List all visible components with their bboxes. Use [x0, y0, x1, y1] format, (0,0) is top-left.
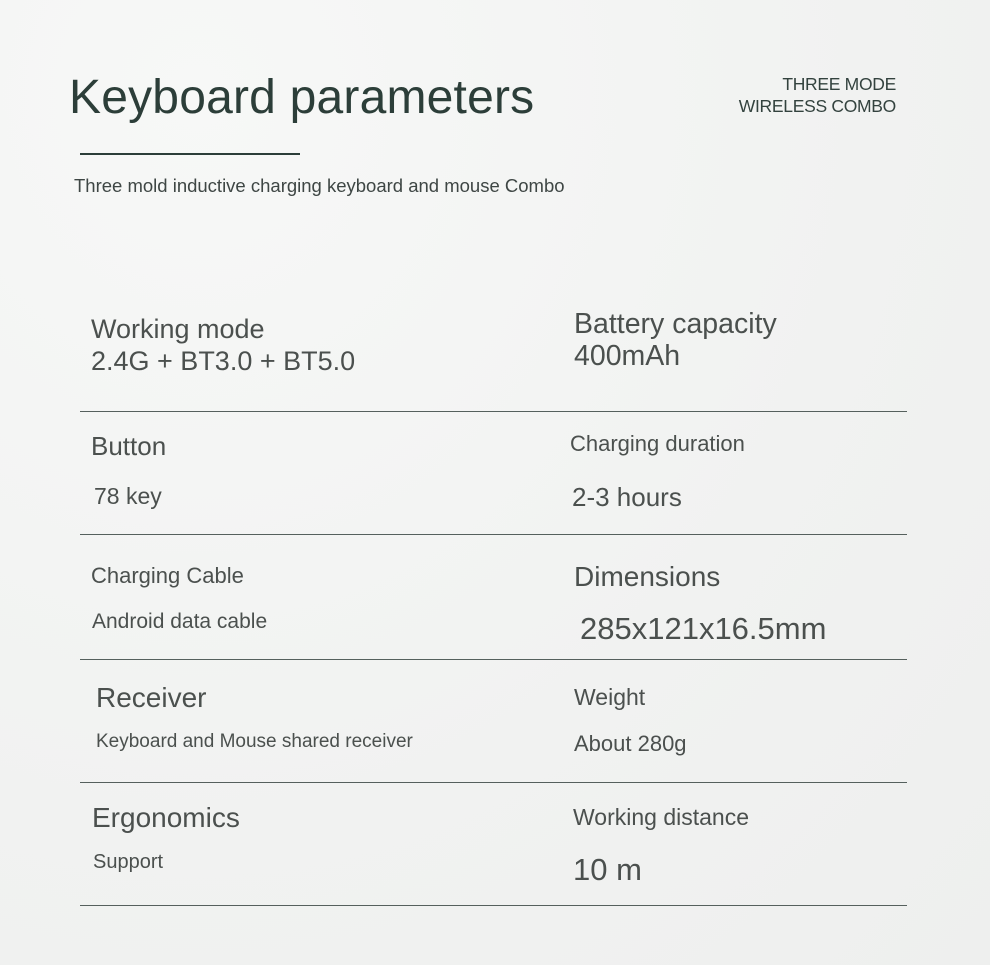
page-title: Keyboard parameters	[69, 71, 535, 124]
row-divider-4	[80, 782, 907, 783]
row-divider-3	[80, 659, 907, 660]
battery-capacity-label: Battery capacity	[574, 308, 777, 340]
ergonomics-label: Ergonomics	[92, 802, 240, 833]
product-tag	[739, 73, 896, 117]
working-mode-label: Working mode	[91, 314, 265, 344]
ergonomics-value: Support	[93, 851, 164, 873]
receiver-label: Receiver	[96, 682, 207, 713]
working-distance-label: Working distance	[573, 804, 749, 830]
page-subtitle: Three mold inductive charging keyboard and mouse Combo	[74, 175, 565, 196]
row-divider-5	[80, 905, 907, 906]
battery-capacity-value: 400mAh	[574, 340, 681, 372]
tag-line-2: WIRELESS COMBO	[738, 96, 896, 116]
tag-line-1: THREE MODE	[782, 74, 896, 94]
button-value: 78 key	[94, 483, 162, 509]
row-divider-1	[80, 411, 907, 412]
working-distance-value: 10 m	[573, 852, 642, 887]
row-divider-2	[80, 534, 907, 535]
charging-duration-label: Charging duration	[570, 431, 745, 456]
working-mode-value: 2.4G + BT3.0 + BT5.0	[91, 346, 356, 376]
weight-value: About 280g	[574, 731, 687, 756]
weight-label: Weight	[574, 684, 646, 710]
button-label: Button	[91, 431, 167, 461]
charging-duration-value: 2-3 hours	[572, 482, 682, 512]
dimensions-label: Dimensions	[574, 561, 721, 592]
charging-cable-value: Android data cable	[92, 610, 268, 633]
dimensions-value: 285x121x16.5mm	[580, 611, 827, 646]
title-underline	[80, 153, 300, 155]
charging-cable-label: Charging Cable	[91, 563, 244, 588]
receiver-value: Keyboard and Mouse shared receiver	[96, 731, 413, 752]
